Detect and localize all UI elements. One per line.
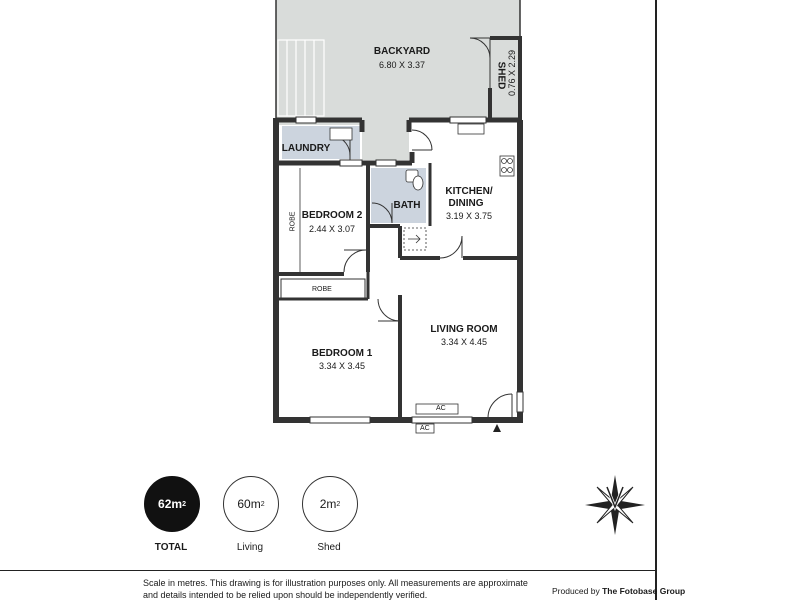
shed-area-value: 2m xyxy=(319,497,337,511)
shed-label: SHED xyxy=(495,61,507,90)
kitchen-sink xyxy=(458,124,484,134)
total-area-unit: 2 xyxy=(182,500,186,508)
laundry-label: LAUNDRY xyxy=(281,143,331,154)
living-area-unit: 2 xyxy=(260,500,265,508)
robe-vertical-label: ROBE xyxy=(289,211,297,232)
toilet xyxy=(413,176,423,190)
right-divider xyxy=(655,0,657,600)
footer-divider xyxy=(0,570,656,571)
backyard-label: BACKYARD xyxy=(373,46,431,57)
backyard-dims: 6.80 X 3.37 xyxy=(378,60,426,70)
entry-arrow-icon xyxy=(493,424,501,432)
bedroom2-label: BEDROOM 2 xyxy=(301,210,363,221)
producer-prefix: Produced by xyxy=(552,586,600,596)
kitchen-label-line1: KITCHEN/ xyxy=(445,186,493,197)
ac-outside-label: AC xyxy=(420,425,430,432)
deck-steps xyxy=(278,40,324,116)
kitchen-label-line2: DINING xyxy=(448,198,484,209)
living-area-caption: Living xyxy=(236,542,264,553)
shed-area-badge xyxy=(302,476,358,532)
shed-area-caption: Shed xyxy=(317,542,341,553)
bath-label: BATH xyxy=(393,200,421,211)
producer-name: The Fotobase Group xyxy=(602,586,686,596)
kitchen-dims: 3.19 X 3.75 xyxy=(445,211,493,221)
robe-horizontal-label: ROBE xyxy=(312,286,332,293)
ac-inside-label: AC xyxy=(436,405,446,412)
bedroom1-dims: 3.34 X 3.45 xyxy=(318,361,366,371)
disclaimer-text: Scale in metres. This drawing is for illustration purposes only. All measurements are approximate and details intended to be relied upon should be independently verified. xyxy=(143,578,528,600)
total-area-caption: TOTAL xyxy=(154,542,188,553)
compass-icon xyxy=(585,475,645,535)
living-room-label: LIVING ROOM xyxy=(430,324,498,335)
living-room-dims: 3.34 X 4.45 xyxy=(440,337,488,347)
total-area-badge xyxy=(144,476,200,532)
total-area-value: 62m xyxy=(158,497,183,511)
shed-area-unit: 2 xyxy=(336,500,341,508)
compass-letter: N xyxy=(606,522,614,533)
bedroom2-dims: 2.44 X 3.07 xyxy=(308,224,356,234)
bedroom1-label: BEDROOM 1 xyxy=(311,348,373,359)
shed-dims: 0.76 X 2.29 xyxy=(507,49,517,97)
living-area-badge xyxy=(223,476,279,532)
producer-credit xyxy=(552,586,685,596)
laundry-tub xyxy=(330,128,352,140)
living-area-value: 60m xyxy=(237,497,261,511)
